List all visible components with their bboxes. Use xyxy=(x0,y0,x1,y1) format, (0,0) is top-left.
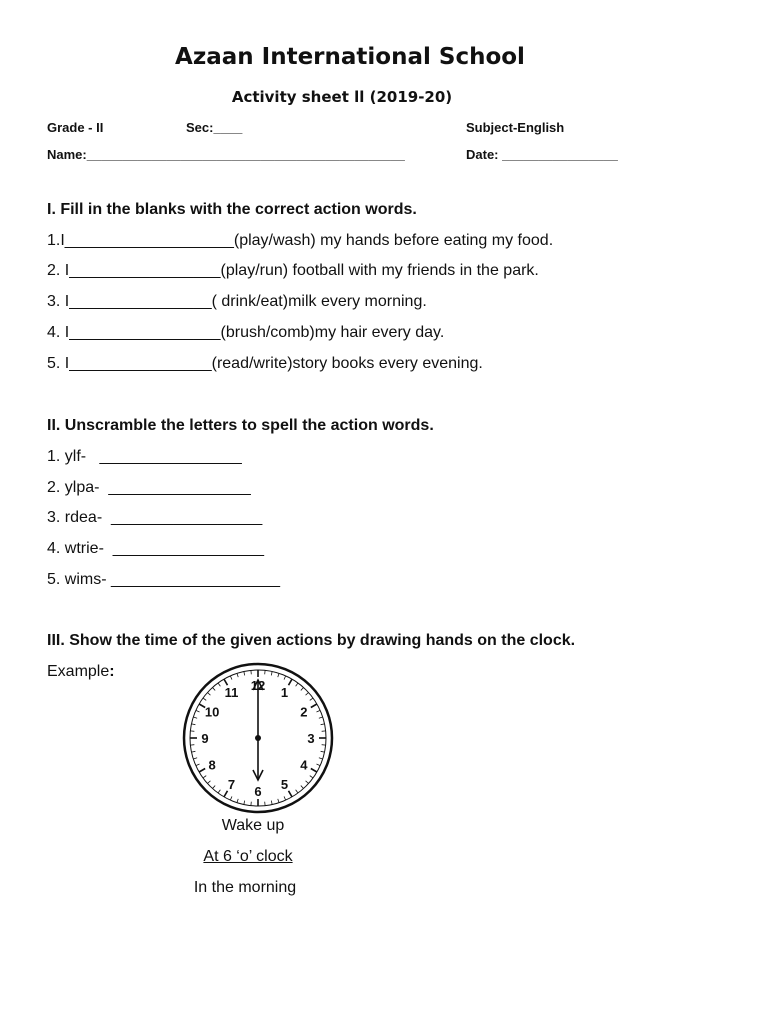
clock-number: 9 xyxy=(201,731,209,746)
clock-number: 11 xyxy=(224,685,239,701)
section1-heading: I. Fill in the blanks with the correct action words. xyxy=(47,201,417,218)
clock-face xyxy=(180,662,340,814)
fill-blank-item: 5. I________________(read/write)story books every evening. xyxy=(47,355,483,372)
sheet-title: Activity sheet ll (2019-20) xyxy=(231,88,453,106)
caption-action: Wake up xyxy=(221,817,285,834)
clock-center xyxy=(255,735,261,741)
fill-blank-item: 1.I___________________(play/wash) my hands before eating my food. xyxy=(47,232,554,249)
clock-number: 10 xyxy=(204,704,220,720)
clock-number: 7 xyxy=(227,776,236,792)
unscramble-item: 4. wtrie- _________________ xyxy=(47,540,265,557)
clock-number: 5 xyxy=(280,776,289,792)
clock-number: 6 xyxy=(254,784,262,799)
fill-blank-item: 2. I_________________(play/run) football with my friends in the park. xyxy=(47,262,539,279)
fill-blank-item: 3. I________________( drink/eat)milk every morning. xyxy=(47,293,427,310)
clock-number: 4 xyxy=(300,757,308,773)
clock-number: 3 xyxy=(307,731,315,746)
caption-period: In the morning xyxy=(193,879,297,896)
clock-number: 1 xyxy=(280,685,289,701)
section2-heading: II. Unscramble the letters to spell the action words. xyxy=(47,417,434,434)
unscramble-item: 1. ylf- ________________ xyxy=(47,448,242,465)
unscramble-item: 3. rdea- _________________ xyxy=(47,509,263,526)
clock-number: 2 xyxy=(300,704,308,720)
subject-label: Subject-English xyxy=(466,120,565,135)
example-label: Example: xyxy=(47,663,115,680)
school-name: Azaan International School xyxy=(175,44,525,70)
section-field: Sec:____ xyxy=(186,120,243,135)
name-field: Name:____________________________________________ xyxy=(47,147,405,162)
date-field: Date: ________________ xyxy=(466,147,618,162)
unscramble-item: 5. wims- ___________________ xyxy=(47,571,281,588)
section3-heading: III. Show the time of the given actions by drawing hands on the clock. xyxy=(47,632,576,649)
clock-number: 12 xyxy=(250,678,266,693)
grade-label: Grade - II xyxy=(47,120,104,135)
caption-time: At 6 ‘o’ clock xyxy=(203,848,293,865)
unscramble-item: 2. ylpa- ________________ xyxy=(47,479,251,496)
clock-number: 8 xyxy=(208,757,216,773)
fill-blank-item: 4. I_________________(brush/comb)my hair every day. xyxy=(47,324,445,341)
